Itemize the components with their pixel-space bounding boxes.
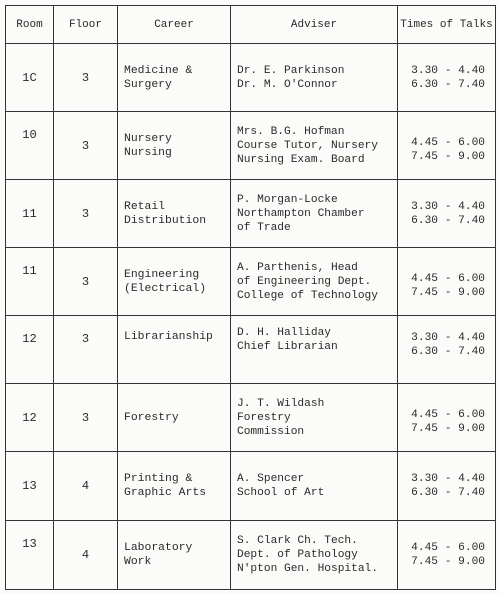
adviser-line: of Trade xyxy=(237,221,291,234)
career-line: Medicine & xyxy=(124,64,193,77)
adviser-line: D. H. Halliday xyxy=(237,327,331,339)
adviser-cell xyxy=(231,316,398,384)
career-line: Work xyxy=(124,556,152,568)
adviser-line: S. Clark Ch. Tech. xyxy=(237,535,358,547)
career-line: Nursing xyxy=(124,146,172,159)
career-line: Distribution xyxy=(124,214,207,227)
table-row xyxy=(6,112,496,180)
time-slot: 6.30 - 7.40 xyxy=(411,214,485,227)
careers-talks-table xyxy=(5,5,496,590)
room-cell: 11 xyxy=(6,180,54,248)
header-times: Times of Talks xyxy=(398,6,496,44)
adviser-cell xyxy=(231,248,398,316)
table-row xyxy=(6,180,496,248)
time-slot: 4.45 - 6.00 xyxy=(411,273,485,285)
table-row xyxy=(6,316,496,384)
time-slot: 3.30 - 4.40 xyxy=(411,473,485,485)
time-slot: 7.45 - 9.00 xyxy=(411,287,485,299)
adviser-line: of Engineering Dept. xyxy=(237,275,372,288)
room-cell: 12 xyxy=(6,384,54,452)
table-row xyxy=(6,384,496,452)
header-room: Room xyxy=(6,6,54,44)
career-line: Surgery xyxy=(124,78,172,91)
times-cell xyxy=(398,316,496,384)
time-slot: 7.45 - 9.00 xyxy=(411,151,485,163)
floor-cell: 3 xyxy=(54,44,118,112)
floor-cell: 3 xyxy=(54,316,118,384)
career-line: Engineering xyxy=(124,268,200,281)
adviser-line: Nursing Exam. Board xyxy=(237,153,365,166)
floor-cell: 3 xyxy=(54,112,118,180)
times-cell xyxy=(398,521,496,590)
times-cell xyxy=(398,112,496,180)
floor-cell: 3 xyxy=(54,248,118,316)
times-cell xyxy=(398,248,496,316)
times-cell xyxy=(398,452,496,521)
career-line: Retail xyxy=(124,200,166,213)
time-slot: 6.30 - 7.40 xyxy=(411,487,485,499)
adviser-cell xyxy=(231,521,398,590)
times-cell xyxy=(398,384,496,452)
adviser-cell xyxy=(231,384,398,452)
time-slot: 4.45 - 6.00 xyxy=(411,409,485,421)
adviser-line: Dr. M. O'Connor xyxy=(237,78,338,91)
floor-cell: 4 xyxy=(54,452,118,521)
adviser-line: Chief Librarian xyxy=(237,341,338,353)
time-slot: 6.30 - 7.40 xyxy=(411,78,485,91)
table-row xyxy=(6,452,496,521)
time-slot: 3.30 - 4.40 xyxy=(411,200,485,213)
room-cell: 13 xyxy=(6,521,54,590)
career-line: Forestry xyxy=(124,411,179,424)
adviser-line: Dept. of Pathology xyxy=(237,549,358,561)
floor-cell: 3 xyxy=(54,384,118,452)
times-cell xyxy=(398,180,496,248)
time-slot: 4.45 - 6.00 xyxy=(411,137,485,149)
adviser-line: College of Technology xyxy=(237,289,378,302)
adviser-cell xyxy=(231,44,398,112)
career-cell xyxy=(118,384,231,452)
table-row xyxy=(6,521,496,590)
adviser-line: A. Parthenis, Head xyxy=(237,261,358,274)
adviser-line: J. T. Wildash xyxy=(237,397,325,410)
career-cell xyxy=(118,44,231,112)
adviser-line: P. Morgan-Locke xyxy=(237,193,338,206)
career-cell xyxy=(118,248,231,316)
adviser-line: Northampton Chamber xyxy=(237,207,365,220)
time-slot: 3.30 - 4.40 xyxy=(411,64,485,77)
room-cell: 1C xyxy=(6,44,54,112)
header-adviser: Adviser xyxy=(231,6,398,44)
header-floor: Floor xyxy=(54,6,118,44)
adviser-line: Course Tutor, Nursery xyxy=(237,139,378,152)
room-cell: 11 xyxy=(6,248,54,316)
adviser-line: School of Art xyxy=(237,487,325,499)
career-cell xyxy=(118,112,231,180)
times-cell xyxy=(398,44,496,112)
career-line: Graphic Arts xyxy=(124,487,207,499)
room-cell: 13 xyxy=(6,452,54,521)
time-slot: 4.45 - 6.00 xyxy=(411,542,485,554)
adviser-line: Commission xyxy=(237,425,305,438)
table-header-row xyxy=(6,6,496,44)
career-cell xyxy=(118,521,231,590)
table-row xyxy=(6,44,496,112)
adviser-line: A. Spencer xyxy=(237,473,305,485)
time-slot: 7.45 - 9.00 xyxy=(411,423,485,435)
time-slot: 6.30 - 7.40 xyxy=(411,346,485,358)
table-row xyxy=(6,248,496,316)
adviser-line: Dr. E. Parkinson xyxy=(237,64,345,77)
career-line: Printing & xyxy=(124,473,193,485)
time-slot: 7.45 - 9.00 xyxy=(411,556,485,568)
career-line: Librarianship xyxy=(124,331,213,343)
adviser-line: Forestry xyxy=(237,411,291,424)
career-cell xyxy=(118,452,231,521)
room-cell: 12 xyxy=(6,316,54,384)
adviser-cell xyxy=(231,112,398,180)
career-line: Nursery xyxy=(124,132,172,145)
adviser-line: N'pton Gen. Hospital. xyxy=(237,563,378,575)
header-career: Career xyxy=(118,6,231,44)
adviser-cell xyxy=(231,180,398,248)
career-cell xyxy=(118,180,231,248)
adviser-line: Mrs. B.G. Hofman xyxy=(237,125,345,138)
floor-cell: 4 xyxy=(54,521,118,590)
career-line: (Electrical) xyxy=(124,282,207,295)
room-cell: 10 xyxy=(6,112,54,180)
time-slot: 3.30 - 4.40 xyxy=(411,332,485,344)
floor-cell: 3 xyxy=(54,180,118,248)
career-cell xyxy=(118,316,231,384)
adviser-cell xyxy=(231,452,398,521)
career-line: Laboratory xyxy=(124,542,193,554)
